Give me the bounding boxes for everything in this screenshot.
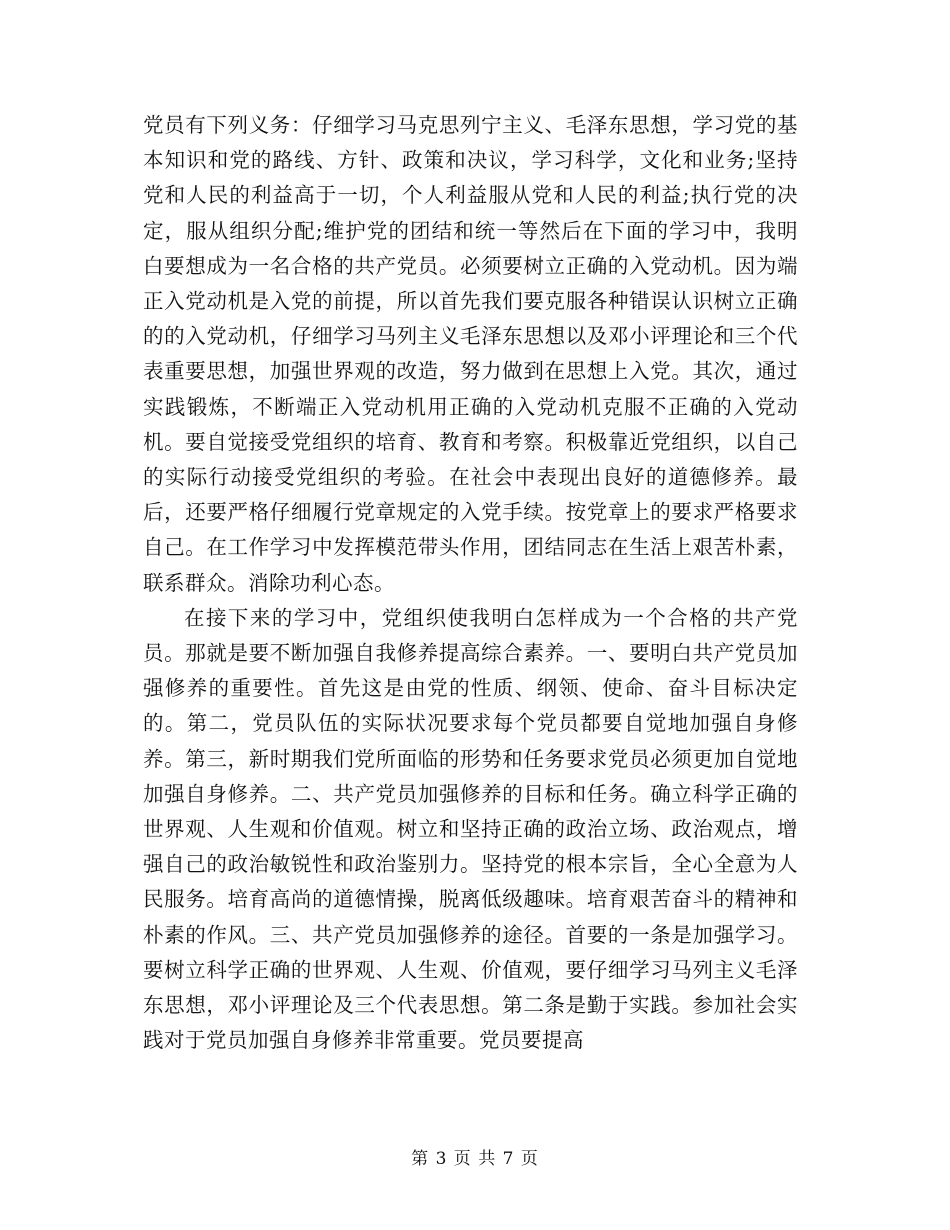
document-body	[143, 108, 798, 1058]
paragraph-1: 党员有下列义务：仔细学习马克思列宁主义、毛泽东思想，学习党的基本知识和党的路线、方针、政策和决议，学习科学，文化和业务;坚持党和人民的利益高于一切，个人利益服从党和人民的利益;执行党的决定，服从组织分配;维护党的团结和统一等然后在下面的学习中，我明白要想成为一名合格的共产党员。必须要树立正确的入党动机。因为端正入党动机是入党的前提，所以首先我们要克服各种错误认识树立正确的的入党动机，仔细学习马列主义毛泽东思想以及邓小评理论和三个代表重要思想，加强世界观的改造，努力做到在思想上入党。其次，通过实践锻炼，不断端正入党动机用正确的入党动机克服不正确的入党动机。要自觉接受党组织的培育、教育和考察。积极靠近党组织，以自己的实际行动接受党组织的考验。在社会中表现出良好的道德修养。最后，还要严格仔细履行党章规定的入党手续。按党章上的要求严格要求自己。在工作学习中发挥模范带头作用，团结同志在生活上艰苦朴素，联系群众。消除功利心态。	[143, 113, 798, 595]
page-number-footer: 第 3 页 共 7 页	[411, 1149, 539, 1169]
paragraph-2: 在接下来的学习中，党组织使我明白怎样成为一个合格的共产党员。那就是要不断加强自我修养提高综合素养。一、要明白共产党员加强修养的重要性。首先这是由党的性质、纲领、使命、奋斗目标决定的。第二，党员队伍的实际状况要求每个党员都要自觉地加强自身修养。第三，新时期我们党所面临的形势和任务要求党员必须更加自觉地加强自身修养。二、共产党员加强修养的目标和任务。确立科学正确的世界观、人生观和价值观。树立和坚持正确的政治立场、政治观点，增强自己的政治敏锐性和政治鉴别力。坚持党的根本宗旨，全心全意为人民服务。培育高尚的道德情操，脱离低级趣味。培育艰苦奋斗的精神和朴素的作风。三、共产党员加强修养的途径。首要的一条是加强学习。要树立科学正确的世界观、人生观、价值观，要仔细学习马列主义毛泽东思想，邓小评理论及三个代表思想。第二条是勤于实践。参加社会实践对于党员加强自身修养非常重要。党员要提高	[143, 605, 798, 1053]
